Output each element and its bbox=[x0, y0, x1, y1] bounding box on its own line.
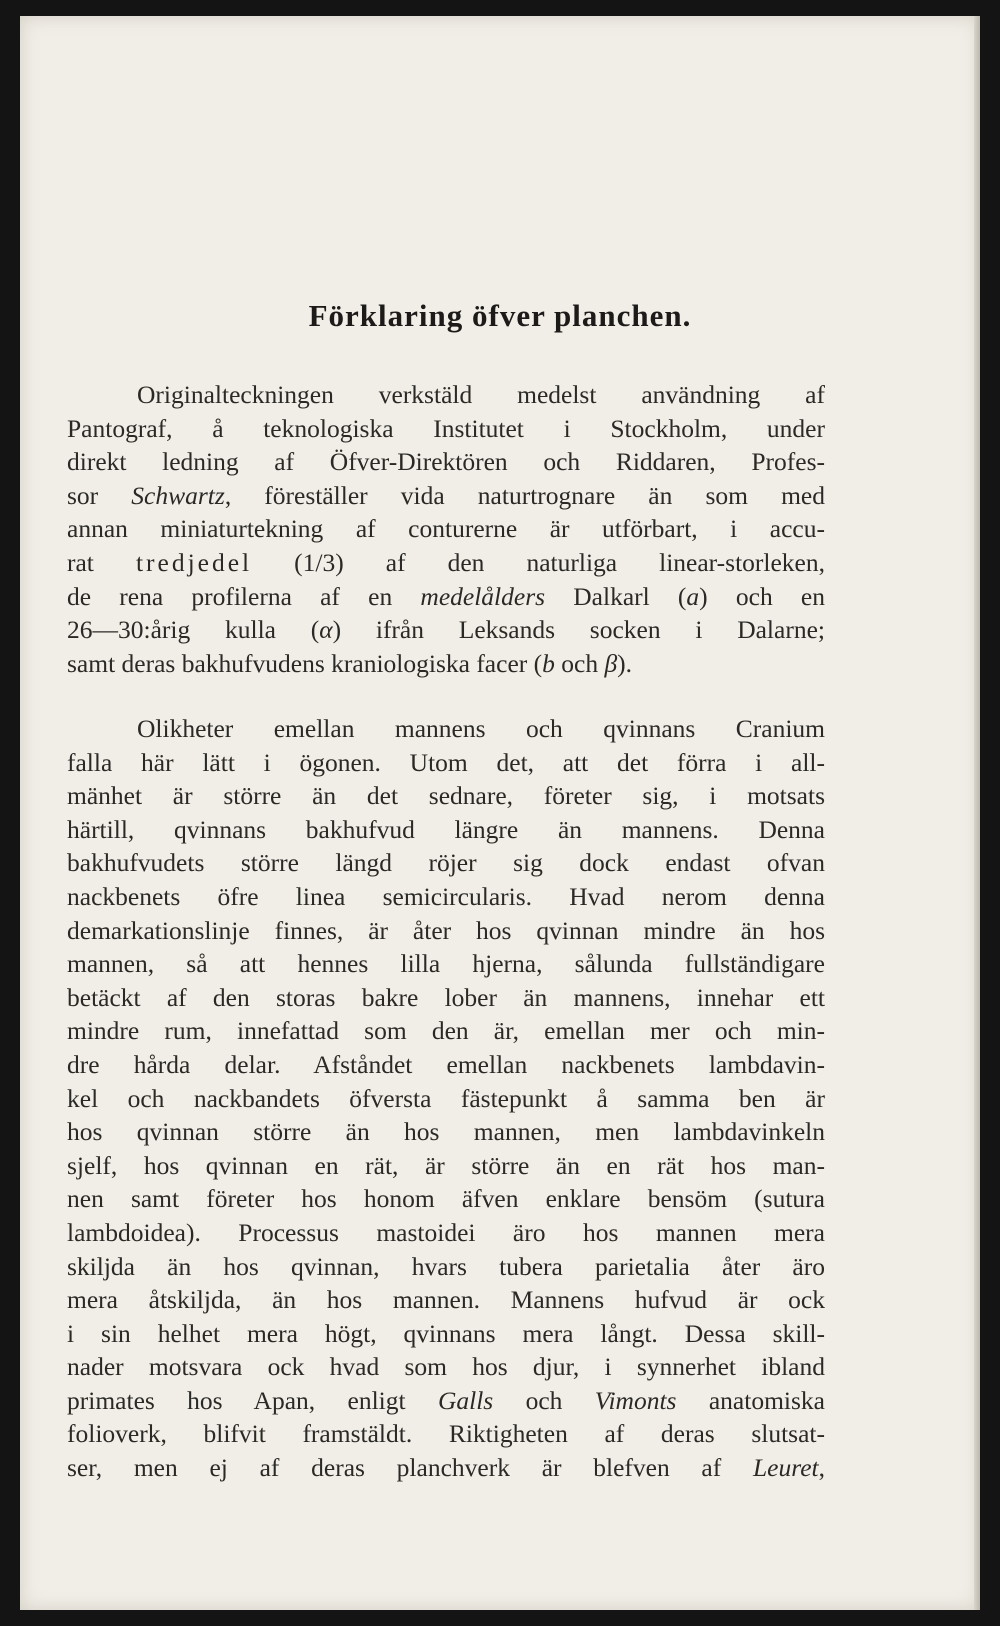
italic-text: Leuret bbox=[752, 1453, 819, 1483]
text-line bbox=[67, 1317, 825, 1351]
text-line bbox=[67, 1250, 825, 1284]
text-run: Dalkarl ( bbox=[545, 581, 687, 611]
text-line bbox=[67, 378, 825, 412]
paragraph-1 bbox=[67, 378, 825, 680]
text-run: skiljda än hos qvinnan, hvars tubera parietalia åter äro bbox=[67, 1251, 825, 1281]
text-run: , föreställer vida naturtrognare än som med bbox=[224, 480, 825, 510]
text-run: Olikheter emellan mannens och qvinnans Cranium bbox=[137, 714, 825, 743]
text-line bbox=[67, 1182, 825, 1216]
text-line bbox=[67, 880, 825, 914]
text-line bbox=[67, 1384, 825, 1418]
text-run: de rena profilerna af en bbox=[67, 581, 421, 611]
text-line bbox=[67, 914, 825, 948]
italic-text: Schwartz bbox=[131, 480, 225, 510]
text-run: ). bbox=[617, 648, 633, 678]
text-line bbox=[67, 1350, 825, 1384]
text-line bbox=[67, 1216, 825, 1250]
text-run: och bbox=[554, 648, 605, 678]
text-line bbox=[67, 1048, 825, 1082]
italic-text: α bbox=[319, 615, 333, 645]
text-run: betäckt af den storas bakre lober än mannens, innehar ett bbox=[67, 982, 825, 1012]
text-run: direkt ledning af Öfver-Direktören och Riddaren, Profes- bbox=[67, 447, 825, 477]
text-run: falla här lätt i ögonen. Utom det, att det förra i all- bbox=[67, 747, 825, 777]
italic-text: β bbox=[604, 648, 618, 678]
text-run: mannen, så att hennes lilla hjerna, sålunda fullständigare bbox=[67, 949, 825, 979]
paragraph-2 bbox=[67, 712, 825, 1485]
text-line bbox=[67, 445, 825, 479]
text-line bbox=[67, 580, 825, 614]
text-run: sor bbox=[67, 480, 132, 510]
text-line bbox=[67, 613, 825, 647]
italic-text: medelålders bbox=[420, 581, 546, 611]
text-line bbox=[67, 1014, 825, 1048]
text-run: sjelf, hos qvinnan en rät, är större än en rät hos man- bbox=[67, 1150, 825, 1180]
text-line bbox=[67, 981, 825, 1015]
italic-text: Galls bbox=[437, 1385, 494, 1415]
text-run: ser, men ej af deras planchverk är blefven af bbox=[67, 1453, 753, 1483]
italic-text: b bbox=[542, 648, 555, 678]
text-run: och bbox=[493, 1385, 595, 1415]
text-run: nader motsvara ock hvad som hos djur, i synnerhet ibland bbox=[67, 1352, 825, 1382]
text-line bbox=[67, 746, 825, 780]
text-run: nackbenets öfre linea semicircularis. Hvad nerom denna bbox=[67, 881, 825, 911]
text-run: hos qvinnan större än hos mannen, men lambdavinkeln bbox=[67, 1117, 825, 1147]
italic-text: Vimonts bbox=[594, 1385, 677, 1415]
text-line bbox=[67, 1082, 825, 1116]
text-line bbox=[67, 1115, 825, 1149]
text-run: demarkationslinje finnes, är åter hos qvinnan mindre än hos bbox=[67, 915, 825, 945]
text-line bbox=[67, 479, 825, 513]
text-line bbox=[67, 947, 825, 981]
text-run: rat bbox=[67, 547, 136, 577]
text-run: folioverk, blifvit framstäldt. Riktigheten af deras slutsat- bbox=[67, 1419, 825, 1449]
text-run: lambdoidea). Processus mastoidei äro hos mannen mera bbox=[67, 1217, 825, 1247]
text-run: , bbox=[818, 1453, 825, 1483]
text-run: annan miniaturtekning af conturerne är utförbart, i accu- bbox=[67, 514, 825, 544]
text-run: mänhet är större än det sednare, företer sig, i motsats bbox=[67, 781, 825, 811]
text-run: samt deras bakhufvudens kraniologiska facer ( bbox=[67, 648, 543, 678]
text-line bbox=[67, 1149, 825, 1183]
text-run: mindre rum, innefattad som den är, emellan mer och min- bbox=[67, 1016, 825, 1046]
text-line bbox=[67, 1417, 825, 1451]
italic-text: a bbox=[686, 581, 700, 611]
book-page bbox=[20, 16, 980, 1610]
text-run: kel och nackbandets öfversta fästepunkt å samma ben är bbox=[67, 1083, 825, 1113]
text-line bbox=[67, 712, 825, 746]
text-run: ) ifrån Leksands socken i Dalarne; bbox=[332, 615, 825, 645]
text-line bbox=[67, 813, 825, 847]
text-line bbox=[67, 546, 825, 580]
text-run: tredjedel bbox=[135, 547, 253, 577]
text-run: nen samt företer hos honom äfven enklare bensöm (sutura bbox=[67, 1184, 825, 1214]
text-run: bakhufvudets större längd röjer sig dock endast ofvan bbox=[67, 848, 825, 878]
text-run: härtill, qvinnans bakhufvud längre än mannens. Denna bbox=[67, 814, 825, 844]
text-run: ) och en bbox=[699, 581, 825, 611]
text-run: anatomiska bbox=[676, 1385, 825, 1415]
text-run: dre hårda delar. Afståndet emellan nackbenets lambdavin- bbox=[67, 1049, 825, 1079]
text-run: primates hos Apan, enligt bbox=[67, 1385, 438, 1415]
text-run: mera åtskiljda, än hos mannen. Mannens hufvud är ock bbox=[67, 1285, 825, 1315]
text-line bbox=[67, 779, 825, 813]
text-run: 26—30:årig kulla ( bbox=[67, 615, 320, 645]
text-run: (1/3) af den naturliga linear-storleken, bbox=[252, 547, 825, 577]
text-line bbox=[67, 412, 825, 446]
text-run: i sin helhet mera högt, qvinnans mera långt. Dessa skill- bbox=[67, 1318, 825, 1348]
text-line bbox=[67, 1283, 825, 1317]
page-title: Förklaring öfver planchen. bbox=[308, 298, 692, 333]
text-run: Pantograf, å teknologiska Institutet i Stockholm, under bbox=[67, 413, 825, 443]
text-line bbox=[67, 647, 825, 681]
text-line bbox=[67, 1451, 825, 1485]
text-run: Originalteckningen verkstäld medelst användning af bbox=[137, 380, 825, 409]
text-line bbox=[67, 846, 825, 880]
text-line bbox=[67, 512, 825, 546]
